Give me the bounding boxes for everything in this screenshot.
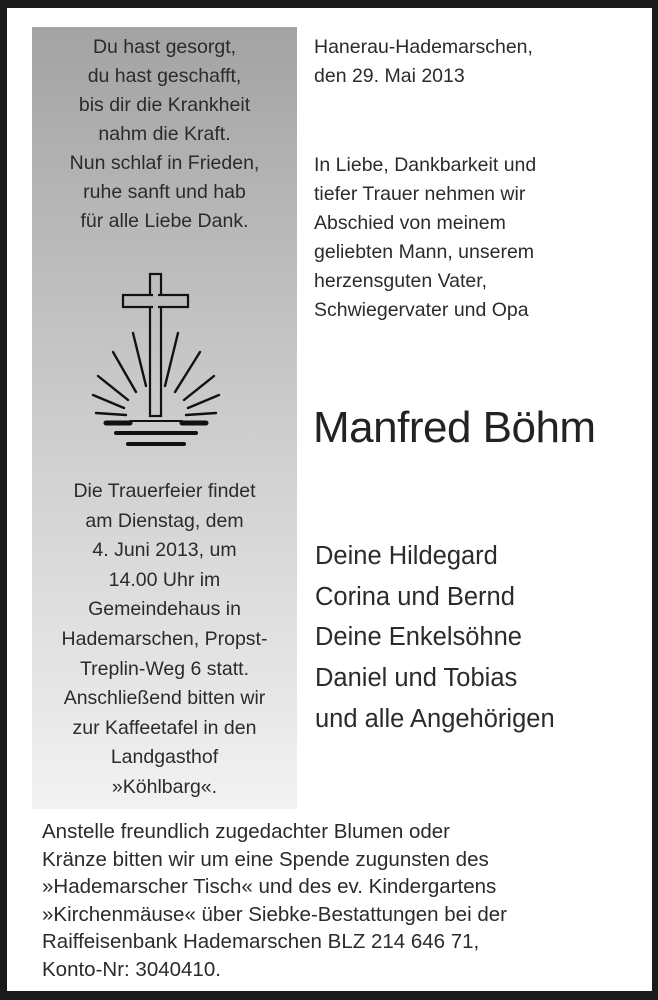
service-line: 14.00 Uhr im — [108, 568, 221, 591]
family-line: Deine Enkelsöhne — [315, 623, 522, 652]
service-line: 4. Juni 2013, um — [92, 539, 237, 562]
poem-line: Nun schlaf in Frieden, — [69, 152, 260, 174]
note-line: Kränze bitten wir um eine Spende zugunsten des — [42, 847, 489, 871]
poem-line: nahm die Kraft. — [98, 123, 231, 145]
poem-line: ruhe sanft und hab — [83, 181, 246, 203]
family-line: Deine Hildegard — [315, 542, 498, 570]
intro-text — [314, 151, 536, 325]
poem-line: für alle Liebe Dank. — [80, 210, 249, 232]
funeral-service-info — [32, 477, 297, 803]
intro-line: geliebten Mann, unserem — [314, 241, 535, 263]
poem-line: du hast geschafft, — [87, 65, 242, 87]
service-line: am Dienstag, dem — [85, 509, 244, 532]
service-line: Landgasthof — [110, 746, 219, 769]
intro-line: Schwiegervater und Opa — [314, 299, 529, 321]
poem — [32, 33, 297, 236]
family-line: und alle Angehörigen — [315, 704, 555, 733]
family-line: Daniel und Tobias — [315, 664, 518, 693]
place-and-date — [314, 33, 533, 90]
family-signatures — [315, 536, 555, 740]
note-line: Konto-Nr: 3040410. — [42, 957, 221, 981]
service-line: Gemeindehaus in — [88, 598, 241, 621]
note-line: Anstelle freundlich zugedachter Blumen oder — [42, 820, 450, 843]
note-line: Raiffeisenbank Hademarschen BLZ 214 646 71, — [42, 930, 480, 953]
poem-line: Du hast gesorgt, — [92, 36, 237, 58]
note-line: »Kirchenmäuse« über Siebke-Bestattungen bei der — [42, 902, 507, 926]
place: Hanerau-Hademarschen, — [314, 36, 533, 58]
cross-with-rising-sun-and-water-icon — [88, 268, 228, 448]
poem-line: bis dir die Krankheit — [78, 94, 251, 116]
donation-note — [42, 818, 507, 983]
service-line: »Köhlbarg«. — [111, 775, 218, 798]
deceased-name: Manfred Böhm — [313, 403, 596, 452]
service-line: zur Kaffeetafel in den — [72, 716, 257, 739]
service-line: Anschließend bitten wir — [63, 687, 266, 710]
service-line: Treplin-Weg 6 statt. — [79, 657, 250, 680]
date: den 29. Mai 2013 — [314, 64, 465, 87]
intro-line: Abschied von meinem — [314, 212, 506, 234]
service-line: Die Trauerfeier findet — [73, 480, 256, 502]
intro-line: In Liebe, Dankbarkeit und — [314, 154, 537, 176]
note-line: »Hademarscher Tisch« und des ev. Kindergartens — [42, 875, 497, 898]
family-line: Corina und Bernd — [315, 582, 515, 611]
intro-line: tiefer Trauer nehmen wir — [314, 183, 526, 205]
intro-line: herzensguten Vater, — [314, 270, 488, 292]
service-line: Hademarschen, Propst- — [61, 627, 268, 650]
